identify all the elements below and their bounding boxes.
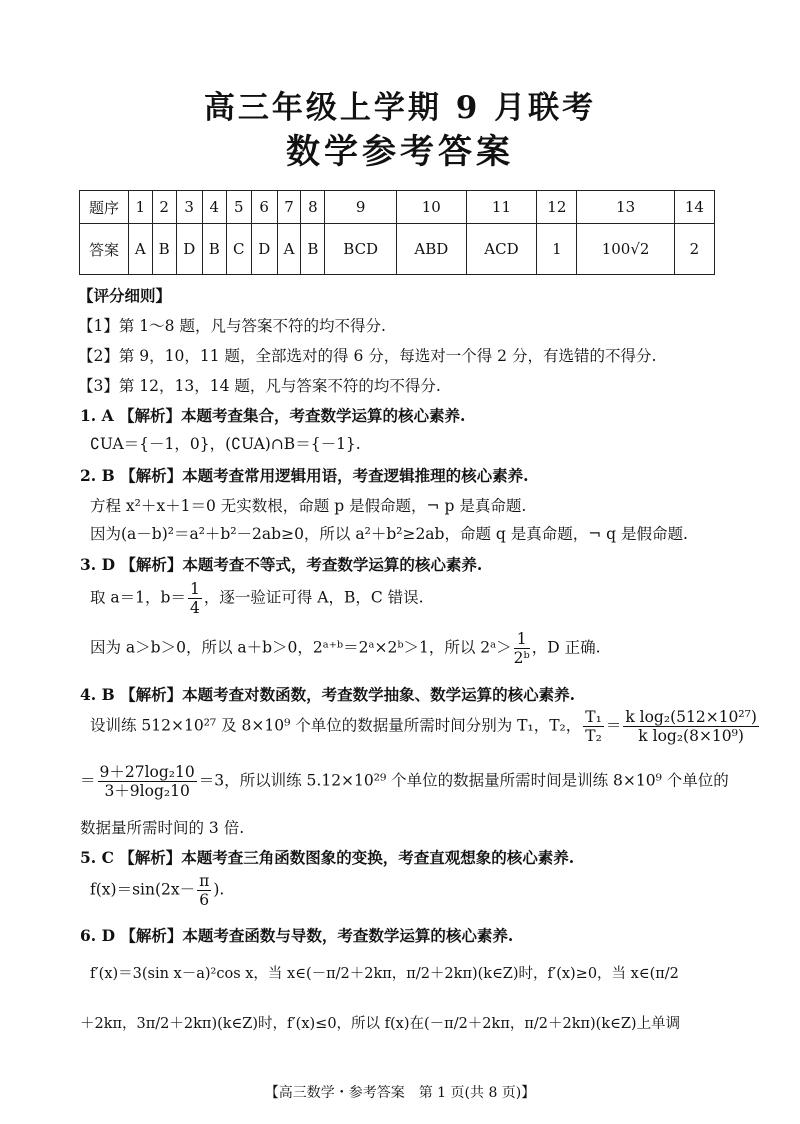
question-number-cell: 8 [301, 191, 325, 224]
solution-2-line-1: 方程 x²＋x＋1＝0 无实数根，命题 p 是假命题，¬ p 是真命题. [90, 497, 527, 515]
fraction-num: π [199, 872, 210, 890]
equals-sign: ＝ [605, 716, 622, 735]
scoring-rule-1: 【1】第 1～8 题，凡与答案不符的均不得分. [78, 317, 386, 335]
solution-4-heading: 4. B 【解析】本题考查对数函数，考查数学抽象、数学运算的核心素养. [80, 685, 575, 704]
fraction-num: 1 [514, 630, 530, 649]
solution-5-line [90, 872, 224, 909]
s3-l1-text-a: 取 a＝1，b＝ [90, 588, 186, 607]
equals-sign: ＝ [80, 771, 96, 790]
fraction-num: T₁ [585, 708, 602, 726]
fraction-num: k log₂(512×10²⁷) [625, 708, 757, 726]
answer-cell: B [152, 224, 176, 275]
answer-cell: B [301, 224, 325, 275]
fraction-num: 1 [189, 580, 200, 598]
fraction-den: 3＋9log₂10 [104, 782, 190, 800]
solution-3-heading: 3. D 【解析】本题考查不等式，考查数学运算的核心素养. [80, 555, 483, 574]
question-number-cell: 14 [674, 191, 714, 224]
answer-cell: B [202, 224, 226, 275]
answer-cell: 2 [674, 224, 714, 275]
answer-cell: 100√2 [577, 224, 674, 275]
question-number-cell: 2 [152, 191, 176, 224]
page-footer: 【高三数学・参考答案 第 1 页(共 8 页)】 [264, 1085, 536, 1101]
fraction [623, 708, 759, 745]
question-number-cell: 6 [251, 191, 277, 224]
fraction [98, 763, 197, 800]
solution-1-heading: 1. A 【解析】本题考查集合，考查数学运算的核心素养. [80, 406, 466, 425]
fraction-den: 2ᵇ [513, 649, 530, 667]
row-label-number: 题序 [80, 191, 129, 224]
solution-4-line-2 [80, 763, 729, 800]
page-title: 高三年级上学期 9 月联考 [203, 90, 597, 126]
solution-6-heading: 6. D 【解析】本题考查函数与导数，考查数学运算的核心素养. [80, 926, 514, 945]
fraction-den: 4 [189, 599, 200, 617]
answer-cell: D [176, 224, 202, 275]
s3-l1-text-b: ，逐一验证可得 A，B，C 错误. [203, 588, 424, 607]
answer-cell: A [129, 224, 153, 275]
scoring-rule-3: 【3】第 12，13，14 题，凡与答案不符的均不得分. [78, 377, 441, 395]
fraction-den: 6 [199, 891, 210, 909]
page-subtitle: 数学参考答案 [286, 132, 514, 172]
question-number-cell: 3 [176, 191, 202, 224]
answer-cell: C [226, 224, 251, 275]
solution-5-heading: 5. C 【解析】本题考查三角函数图象的变换，考查直观想象的核心素养. [80, 848, 575, 867]
scoring-heading: 【评分细则】 [78, 286, 172, 305]
fraction [188, 580, 202, 617]
s3-l2-text-a: 因为 a＞b＞0，所以 a＋b＞0，2ᵃ⁺ᵇ＝2ᵃ×2ᵇ＞1，所以 2ᵃ＞ [90, 638, 512, 657]
answer-cell: ABD [396, 224, 466, 275]
fraction [583, 708, 604, 745]
s5-text-a: f(x)＝sin(2x－ [90, 880, 196, 899]
fraction [197, 872, 211, 909]
question-number-cell: 1 [129, 191, 153, 224]
solution-2-heading: 2. B 【解析】本题考查常用逻辑用语，考查逻辑推理的核心素养. [80, 466, 529, 485]
question-number-cell: 12 [537, 191, 577, 224]
question-number-cell: 10 [396, 191, 466, 224]
answer-cell: ACD [466, 224, 537, 275]
question-number-cell: 4 [202, 191, 226, 224]
answer-table [79, 190, 715, 275]
solution-1-line: ∁UA＝{－1，0}，(∁UA)∩B＝{－1}. [90, 435, 361, 453]
solution-3-line-1 [90, 580, 424, 617]
s4-l2-text: ＝3，所以训练 5.12×10²⁹ 个单位的数据量所需时间是训练 8×10⁹ 个单位的 [198, 771, 729, 790]
answer-table-answer-row [80, 224, 715, 275]
answer-cell: 1 [537, 224, 577, 275]
scoring-rule-2: 【2】第 9，10，11 题，全部选对的得 6 分，每选对一个得 2 分，有选错的不得分. [78, 347, 657, 365]
answer-cell: D [251, 224, 277, 275]
solution-2-line-2: 因为(a－b)²＝a²＋b²－2ab≥0，所以 a²＋b²≥2ab，命题 q 是真命题，¬ q 是假命题. [90, 525, 688, 543]
fraction-num: 9＋27log₂10 [99, 763, 195, 781]
question-number-cell: 5 [226, 191, 251, 224]
question-number-cell: 13 [577, 191, 674, 224]
solution-4-line-3: 数据量所需时间的 3 倍. [80, 819, 245, 837]
question-number-cell: 9 [325, 191, 397, 224]
question-number-cell: 7 [277, 191, 301, 224]
answer-cell: BCD [325, 224, 397, 275]
answer-table-number-row [80, 191, 715, 224]
fraction-den: k log₂(8×10⁹) [638, 727, 744, 745]
question-number-cell: 11 [466, 191, 537, 224]
fraction-den: T₂ [585, 727, 602, 745]
s4-l1-text: 设训练 512×10²⁷ 及 8×10⁹ 个单位的数据量所需时间分别为 T₁，T₂， [90, 716, 582, 735]
solution-6-line-2: ＋2kπ，3π/2＋2kπ)(k∈Z)时，f′(x)≤0，所以 f(x)在(－π/2＋2kπ，π/2＋2kπ)(k∈Z)上单调 [80, 1016, 681, 1032]
solution-3-line-2 [90, 630, 601, 667]
solution-6-line-1: f′(x)＝3(sin x－a)²cos x，当 x∈(－π/2＋2kπ，π/2＋2kπ)(k∈Z)时，f′(x)≥0，当 x∈(π/2 [90, 966, 679, 982]
s3-l2-text-b: ，D 正确. [531, 638, 601, 657]
fraction [514, 630, 530, 667]
row-label-answer: 答案 [80, 224, 129, 275]
answer-cell: A [277, 224, 301, 275]
s5-text-b: ). [213, 880, 225, 899]
solution-4-line-1 [90, 708, 761, 745]
